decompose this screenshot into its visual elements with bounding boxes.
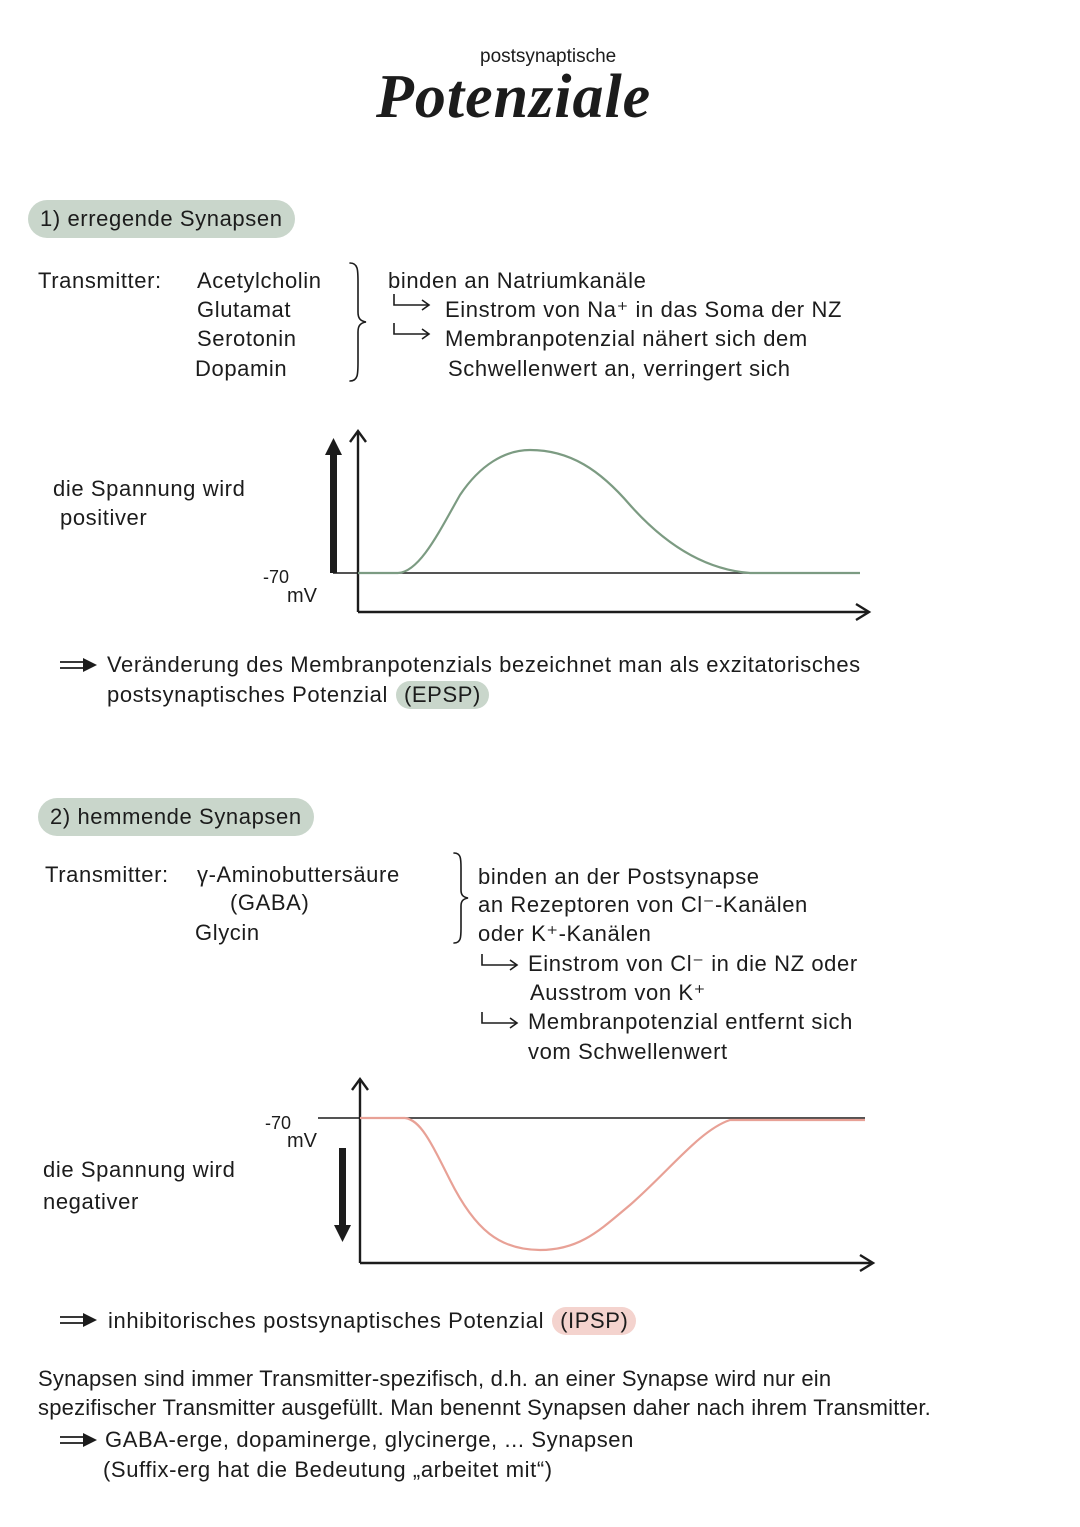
resting-potential-unit: mV [287, 1130, 317, 1152]
ipsp-graph [300, 1070, 890, 1280]
epsp-curve [358, 450, 860, 573]
mechanism-intro: an Rezeptoren von Cl⁻-Kanälen [478, 892, 808, 917]
hook-arrow-icon [478, 1011, 524, 1033]
section-heading-excitatory: 1) erregende Synapsen [28, 200, 295, 238]
epsp-graph [320, 420, 890, 630]
transmitter-item: γ-Aminobuttersäure [197, 862, 400, 887]
transmitter-abbreviation: (GABA) [230, 890, 310, 915]
ipsp-abbreviation-highlight: (IPSP) [552, 1307, 636, 1335]
title-kicker: postsynaptische [480, 46, 617, 67]
double-arrow-icon [58, 1311, 100, 1329]
double-arrow-icon [58, 1431, 100, 1449]
mechanism-intro: binden an Natriumkanäle [388, 268, 647, 293]
epsp-abbreviation-highlight: (EPSP) [396, 681, 489, 709]
conclusion-text: postsynaptisches Potenzial [107, 682, 388, 707]
mechanism-step-continued: vom Schwellenwert [528, 1039, 728, 1064]
transmitter-item: Glycin [195, 920, 260, 945]
transmitter-item: Acetylcholin [197, 268, 322, 293]
conclusion-line [108, 1307, 636, 1335]
voltage-note: positiver [60, 505, 148, 530]
mechanism-step: Einstrom von Na⁺ in das Soma der NZ [445, 297, 842, 322]
hook-arrow-icon [478, 953, 524, 975]
hook-arrow-icon [390, 293, 436, 315]
summary-examples: GABA-erge, dopaminerge, glycinerge, ... Synapsen [105, 1427, 634, 1452]
arrow-up-icon [325, 438, 342, 573]
transmitter-label: Transmitter: [38, 268, 162, 293]
conclusion-text: inhibitorisches postsynaptisches Potenzial [108, 1308, 545, 1333]
transmitter-item: Serotonin [197, 326, 297, 351]
voltage-note: negativer [43, 1189, 139, 1214]
resting-potential-value: -70 [263, 567, 290, 587]
resting-potential-value: -70 [265, 1113, 292, 1133]
page-title: Potenziale [376, 63, 652, 131]
summary-text: Synapsen sind immer Transmitter-spezifisch, d.h. an einer Synapse wird nur ein [38, 1366, 832, 1391]
curly-brace-icon [346, 260, 370, 384]
mechanism-step: Membranpotenzial nähert sich dem [445, 326, 808, 351]
mechanism-step-continued: Schwellenwert an, verringert sich [448, 356, 791, 381]
hook-arrow-icon [390, 322, 436, 344]
conclusion-text: Veränderung des Membranpotenzials bezeichnet man als exzitatorisches [107, 652, 861, 677]
conclusion-line [107, 681, 489, 709]
transmitter-item: Glutamat [197, 297, 292, 322]
transmitter-item: Dopamin [195, 356, 288, 381]
summary-text: spezifischer Transmitter ausgefüllt. Man benennt Synapsen daher nach ihrem Transmitter. [38, 1395, 931, 1420]
section-heading-inhibitory: 2) hemmende Synapsen [38, 798, 314, 836]
double-arrow-icon [58, 656, 100, 674]
arrow-down-icon [334, 1148, 351, 1242]
mechanism-step: Membranpotenzial entfernt sich [528, 1009, 853, 1034]
mechanism-intro: binden an der Postsynapse [478, 864, 760, 889]
resting-potential-unit: mV [287, 585, 317, 607]
transmitter-label: Transmitter: [45, 862, 169, 887]
mechanism-step: Einstrom von Cl⁻ in die NZ oder [528, 951, 858, 976]
voltage-note: die Spannung wird [43, 1157, 236, 1182]
voltage-note: die Spannung wird [53, 476, 246, 501]
mechanism-intro: oder K⁺-Kanälen [478, 921, 652, 946]
ipsp-curve [360, 1118, 865, 1250]
curly-brace-icon [450, 850, 472, 946]
summary-note: (Suffix-erg hat die Bedeutung „arbeitet mit“) [103, 1457, 553, 1482]
mechanism-step-continued: Ausstrom von K⁺ [530, 980, 706, 1005]
